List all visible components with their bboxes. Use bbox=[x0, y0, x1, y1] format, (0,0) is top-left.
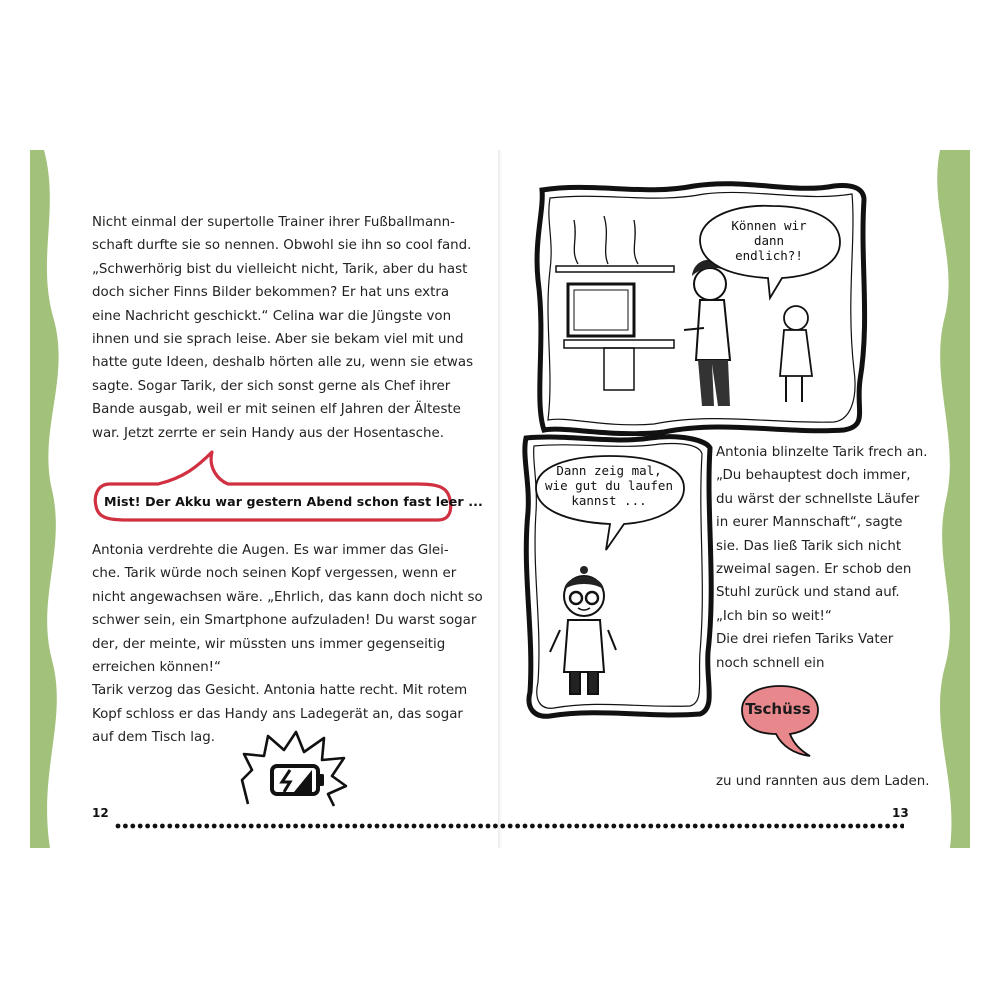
divider-dot bbox=[708, 824, 713, 829]
text-line: Bande ausgab, weil er mit seinen elf Jahren der Älteste bbox=[92, 402, 461, 418]
text-line: Antonia verdrehte die Augen. Es war immer das Glei- bbox=[92, 543, 449, 558]
text-line: che. Tarik würde noch seinen Kopf vergessen, wenn er bbox=[92, 566, 457, 582]
divider-dot bbox=[301, 824, 306, 829]
divider-dot bbox=[219, 824, 224, 829]
text-line: hatte gute Ideen, deshalb hörten alle zu, wenn sie etwas bbox=[92, 355, 474, 371]
divider-dot bbox=[700, 824, 705, 829]
divider-dot bbox=[419, 824, 424, 829]
divider-dot bbox=[826, 824, 831, 829]
divider-dot bbox=[345, 824, 350, 829]
divider-dot bbox=[456, 824, 461, 829]
text-line: Nicht einmal der supertolle Trainer ihrer Fußballmann- bbox=[92, 215, 455, 230]
divider-dot bbox=[190, 824, 195, 829]
page-number-right: 13 bbox=[892, 806, 909, 820]
divider-dot bbox=[811, 824, 816, 829]
divider-dot bbox=[582, 824, 587, 829]
text-line: Stuhl zurück und stand auf. bbox=[716, 585, 900, 601]
divider-dot bbox=[885, 824, 890, 829]
divider-dot bbox=[878, 824, 883, 829]
text-line: Kopf schloss er das Handy ans Ladegerät an, das sogar bbox=[92, 706, 463, 722]
speech-bubble-2 bbox=[534, 463, 684, 508]
bubble-line: Dann zeig mal, bbox=[556, 463, 662, 478]
text-line: nicht angewachsen wäre. „Ehrlich, das kann doch nicht so bbox=[92, 589, 483, 605]
divider-dot bbox=[804, 824, 809, 829]
divider-dot bbox=[530, 824, 535, 829]
text-line: der, der meinte, wir müssten uns immer gegenseitig bbox=[92, 636, 446, 652]
text-line: war. Jetzt zerrte er sein Handy aus der Hosentasche. bbox=[92, 425, 444, 441]
text-line: schaft durfte sie so nennen. Obwohl sie ihn so cool fand. bbox=[92, 238, 472, 254]
divider-dot bbox=[848, 824, 853, 829]
divider-dot bbox=[611, 824, 616, 829]
divider-dot bbox=[523, 824, 528, 829]
divider-dot bbox=[330, 824, 335, 829]
paragraph-2 bbox=[92, 539, 483, 750]
divider-dot bbox=[870, 824, 875, 829]
bubble-line: wie gut du laufen bbox=[545, 478, 673, 493]
divider-dot bbox=[323, 824, 328, 829]
divider-dot bbox=[634, 824, 639, 829]
text-line: Tarik verzog das Gesicht. Antonia hatte recht. Mit rotem bbox=[92, 683, 468, 699]
divider-dot bbox=[745, 824, 750, 829]
divider-dot bbox=[819, 824, 824, 829]
divider-dot bbox=[604, 824, 609, 829]
divider-dot bbox=[397, 824, 402, 829]
paragraph-3 bbox=[716, 441, 936, 675]
divider-dot bbox=[367, 824, 372, 829]
text-line: Die drei riefen Tariks Vater bbox=[716, 632, 894, 648]
divider-dot bbox=[893, 824, 898, 829]
divider-dot bbox=[478, 824, 483, 829]
divider-dot bbox=[404, 824, 409, 829]
divider-dot bbox=[715, 824, 720, 829]
dotted-divider bbox=[114, 822, 904, 830]
divider-dot bbox=[508, 824, 513, 829]
divider-dot bbox=[197, 824, 202, 829]
divider-dot bbox=[227, 824, 232, 829]
divider-dot bbox=[782, 824, 787, 829]
bubble-line: Können wir bbox=[731, 218, 807, 233]
divider-dot bbox=[375, 824, 380, 829]
divider-dot bbox=[648, 824, 653, 829]
speech-text: Mist! Der Akku war gestern Abend schon fast leer ... bbox=[104, 494, 483, 509]
divider-dot bbox=[130, 824, 135, 829]
divider-dot bbox=[352, 824, 357, 829]
green-wavy-border-right bbox=[930, 150, 970, 848]
divider-dot bbox=[360, 824, 365, 829]
divider-dot bbox=[789, 824, 794, 829]
divider-dot bbox=[241, 824, 246, 829]
divider-dot bbox=[175, 824, 180, 829]
divider-dot bbox=[256, 824, 261, 829]
divider-dot bbox=[412, 824, 417, 829]
divider-dot bbox=[515, 824, 520, 829]
divider-dot bbox=[293, 824, 298, 829]
red-speech-bubble bbox=[88, 448, 454, 528]
divider-dot bbox=[589, 824, 594, 829]
divider-dot bbox=[441, 824, 446, 829]
page-number-left: 12 bbox=[92, 806, 109, 820]
divider-dot bbox=[338, 824, 343, 829]
text-line: ihnen und sie sprach leise. Aber sie bekam viel mit und bbox=[92, 332, 464, 348]
divider-dot bbox=[900, 824, 904, 829]
divider-dot bbox=[160, 824, 165, 829]
divider-dot bbox=[271, 824, 276, 829]
divider-dot bbox=[730, 824, 735, 829]
divider-dot bbox=[656, 824, 661, 829]
text-line: sie. Das ließ Tarik sich nicht bbox=[716, 538, 902, 554]
text-line: du wärst der schnellste Läufer bbox=[716, 491, 920, 507]
green-wavy-border-left bbox=[30, 150, 70, 848]
divider-dot bbox=[537, 824, 542, 829]
divider-dot bbox=[315, 824, 320, 829]
divider-dot bbox=[841, 824, 846, 829]
divider-dot bbox=[500, 824, 505, 829]
divider-dot bbox=[685, 824, 690, 829]
page-gutter bbox=[498, 150, 502, 848]
divider-dot bbox=[382, 824, 387, 829]
book-spread bbox=[30, 150, 970, 848]
divider-dot bbox=[722, 824, 727, 829]
divider-dot bbox=[833, 824, 838, 829]
divider-dot bbox=[567, 824, 572, 829]
paragraph-1 bbox=[92, 211, 472, 445]
divider-dot bbox=[560, 824, 565, 829]
divider-dot bbox=[204, 824, 209, 829]
divider-dot bbox=[308, 824, 313, 829]
divider-dot bbox=[264, 824, 269, 829]
text-line: eine Nachricht geschickt.“ Celina war die Jüngste von bbox=[92, 308, 452, 324]
divider-dot bbox=[426, 824, 431, 829]
bubble-line: kannst ... bbox=[571, 493, 647, 508]
divider-dot bbox=[145, 824, 150, 829]
text-line: „Schwerhörig bist du vielleicht nicht, Tarik, aber du hast bbox=[92, 261, 468, 277]
divider-dot bbox=[471, 824, 476, 829]
divider-dot bbox=[434, 824, 439, 829]
text-line: zweimal sagen. Er schob den bbox=[716, 562, 912, 578]
divider-dot bbox=[574, 824, 579, 829]
divider-dot bbox=[796, 824, 801, 829]
low-battery-icon bbox=[238, 730, 350, 808]
divider-dot bbox=[449, 824, 454, 829]
divider-dot bbox=[116, 824, 121, 829]
divider-dot bbox=[493, 824, 498, 829]
divider-dot bbox=[767, 824, 772, 829]
text-line: erreichen können!“ bbox=[92, 660, 221, 676]
divider-dot bbox=[249, 824, 254, 829]
divider-dot bbox=[759, 824, 764, 829]
divider-dot bbox=[463, 824, 468, 829]
divider-dot bbox=[389, 824, 394, 829]
text-line: noch schnell ein bbox=[716, 655, 825, 671]
divider-dot bbox=[123, 824, 128, 829]
divider-dot bbox=[182, 824, 187, 829]
divider-dot bbox=[671, 824, 676, 829]
divider-dot bbox=[153, 824, 158, 829]
divider-dot bbox=[619, 824, 624, 829]
divider-dot bbox=[663, 824, 668, 829]
divider-dot bbox=[597, 824, 602, 829]
divider-dot bbox=[552, 824, 557, 829]
text-line: Antonia blinzelte Tarik frech an. bbox=[716, 445, 928, 460]
divider-dot bbox=[863, 824, 868, 829]
divider-dot bbox=[774, 824, 779, 829]
text-line: schwer sein, ein Smartphone aufzuladen! Du warst sogar bbox=[92, 613, 477, 629]
divider-dot bbox=[167, 824, 172, 829]
divider-dot bbox=[212, 824, 217, 829]
bubble-line: dann bbox=[753, 233, 785, 248]
divider-dot bbox=[737, 824, 742, 829]
tschuess-text: Tschüss bbox=[745, 700, 811, 718]
divider-dot bbox=[641, 824, 646, 829]
divider-dot bbox=[138, 824, 143, 829]
text-line: doch sicher Finns Bilder bekommen? Er hat uns extra bbox=[92, 285, 450, 301]
divider-dot bbox=[856, 824, 861, 829]
bubble-line: endlich?! bbox=[735, 248, 803, 263]
divider-dot bbox=[234, 824, 239, 829]
divider-dot bbox=[286, 824, 291, 829]
text-line: „Ich bin so weit!“ bbox=[716, 608, 832, 624]
speech-bubble-1 bbox=[704, 218, 834, 263]
text-line: zu und rannten aus dem Laden. bbox=[716, 774, 930, 789]
paragraph-4 bbox=[716, 770, 936, 793]
divider-dot bbox=[693, 824, 698, 829]
divider-dot bbox=[678, 824, 683, 829]
text-line: „Du behauptest doch immer, bbox=[716, 468, 911, 484]
divider-dot bbox=[626, 824, 631, 829]
divider-dot bbox=[486, 824, 491, 829]
divider-dot bbox=[752, 824, 757, 829]
text-line: auf dem Tisch lag. bbox=[92, 730, 215, 746]
text-line: in eurer Mannschaft“, sagte bbox=[716, 515, 903, 531]
text-line: sagte. Sogar Tarik, der sich sonst gerne als Chef ihrer bbox=[92, 378, 451, 394]
divider-dot bbox=[545, 824, 550, 829]
divider-dot bbox=[278, 824, 283, 829]
tschuess-speech-bubble bbox=[734, 680, 824, 760]
